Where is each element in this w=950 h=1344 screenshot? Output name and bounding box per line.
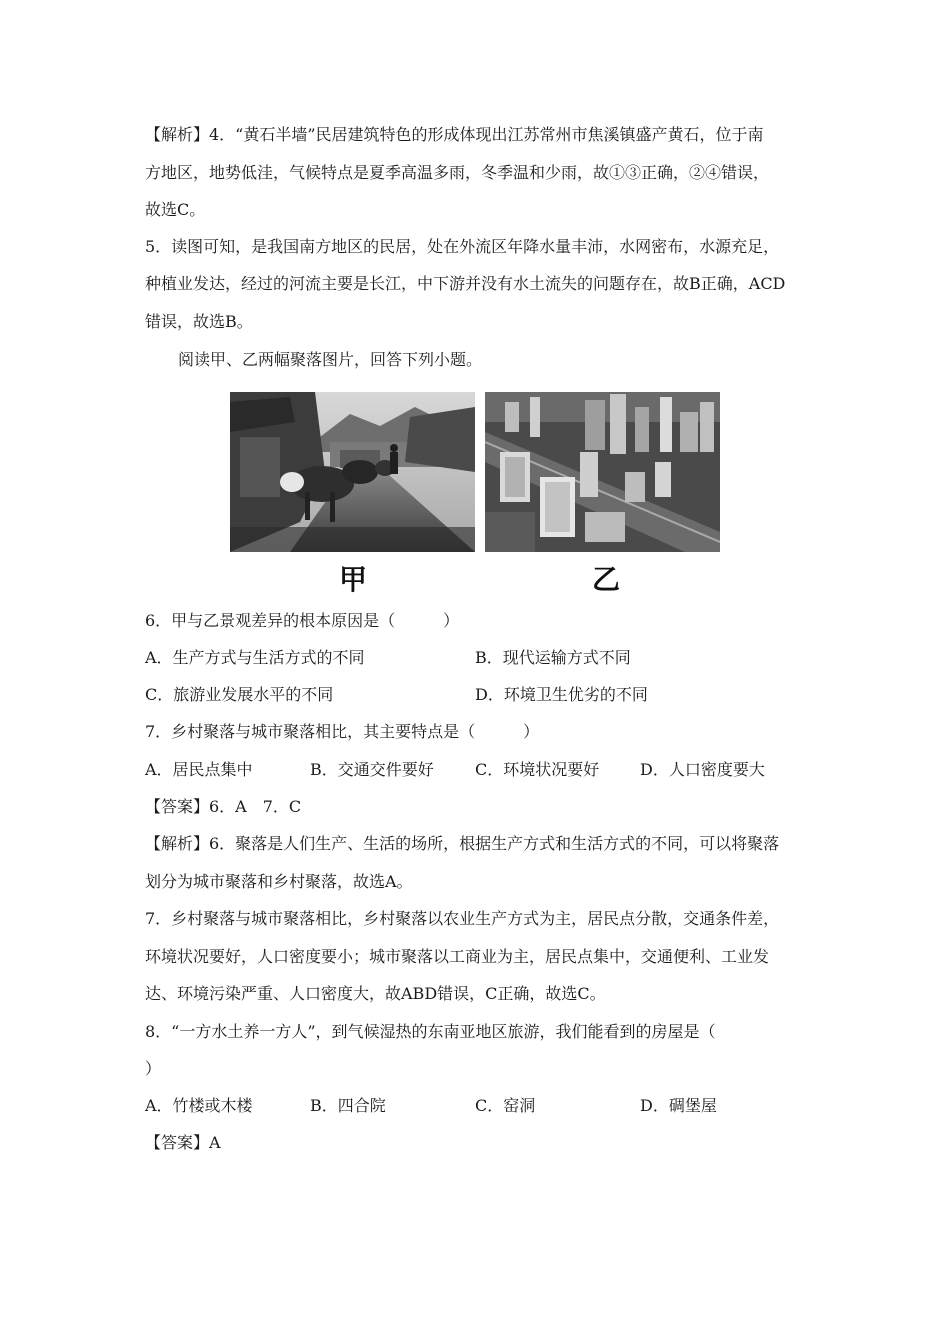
q6-option-a: A．生产方式与生活方式的不同 bbox=[145, 648, 365, 667]
urban-settlement-photo bbox=[485, 392, 720, 552]
q6-option-d: D．环境卫生优劣的不同 bbox=[475, 685, 648, 704]
analysis-line: 【解析】4．“黄石半墙”民居建筑特色的形成体现出江苏常州市焦溪镇盛产黄石，位于南 bbox=[145, 125, 764, 144]
q8-option-b: B．四合院 bbox=[310, 1096, 386, 1115]
answer-line: 【答案】6．A 7．C bbox=[145, 797, 302, 816]
q7-option-c: C．环境状况要好 bbox=[475, 760, 600, 779]
analysis-line: 【解析】6．聚落是人们生产、生活的场所，根据生产方式和生活方式的不同，可以将聚落 bbox=[145, 834, 780, 853]
question-8-stem: 8．“一方水土养一方人”，到气候湿热的东南亚地区旅游，我们能看到的房屋是（ bbox=[145, 1022, 716, 1041]
reading-prompt: 阅读甲、乙两幅聚落图片，回答下列小题。 bbox=[178, 350, 483, 369]
analysis-line: 种植业发达，经过的河流主要是长江，中下游并没有水土流失的问题存在，故B正确，ACD bbox=[145, 274, 786, 293]
figure-caption-left: 甲 bbox=[339, 563, 368, 596]
question-6-stem: 6．甲与乙景观差异的根本原因是（ ） bbox=[145, 611, 460, 630]
rural-settlement-photo bbox=[230, 392, 475, 552]
q7-option-d: D．人口密度要大 bbox=[640, 760, 765, 779]
question-7-stem: 7．乡村聚落与城市聚落相比，其主要特点是（ ） bbox=[145, 722, 540, 741]
figure-caption-right: 乙 bbox=[592, 563, 621, 596]
q8-option-a: A．竹楼或木楼 bbox=[145, 1096, 253, 1115]
q6-option-b: B．现代运输方式不同 bbox=[475, 648, 631, 667]
q7-option-a: A．居民点集中 bbox=[145, 760, 253, 779]
q8-option-d: D．碉堡屋 bbox=[640, 1096, 717, 1115]
analysis-line: 5．读图可知，是我国南方地区的民居，处在外流区年降水量丰沛，水网密布，水源充足， bbox=[145, 237, 780, 256]
analysis-line: 错误，故选B。 bbox=[145, 312, 253, 331]
analysis-line: 环境状况要好，人口密度要小；城市聚落以工商业为主，居民点集中，交通便利、工业发 bbox=[145, 947, 770, 966]
q7-option-b: B．交通交件要好 bbox=[310, 760, 434, 779]
question-8-stem-cont: ） bbox=[145, 1059, 162, 1078]
analysis-line: 故选C。 bbox=[145, 200, 206, 219]
analysis-line: 划分为城市聚落和乡村聚落，故选A。 bbox=[145, 872, 413, 891]
analysis-line: 7．乡村聚落与城市聚落相比，乡村聚落以农业生产方式为主，居民点分散，交通条件差， bbox=[145, 909, 780, 928]
answer-line: 【答案】A bbox=[145, 1133, 221, 1152]
q8-option-c: C．窑洞 bbox=[475, 1096, 536, 1115]
analysis-line: 方地区，地势低洼，气候特点是夏季高温多雨，冬季温和少雨，故①③正确，②④错误， bbox=[145, 163, 770, 182]
analysis-line: 达、环境污染严重、人口密度大，故ABD错误，C正确，故选C。 bbox=[145, 984, 606, 1003]
q6-option-c: C．旅游业发展水平的不同 bbox=[145, 685, 334, 704]
